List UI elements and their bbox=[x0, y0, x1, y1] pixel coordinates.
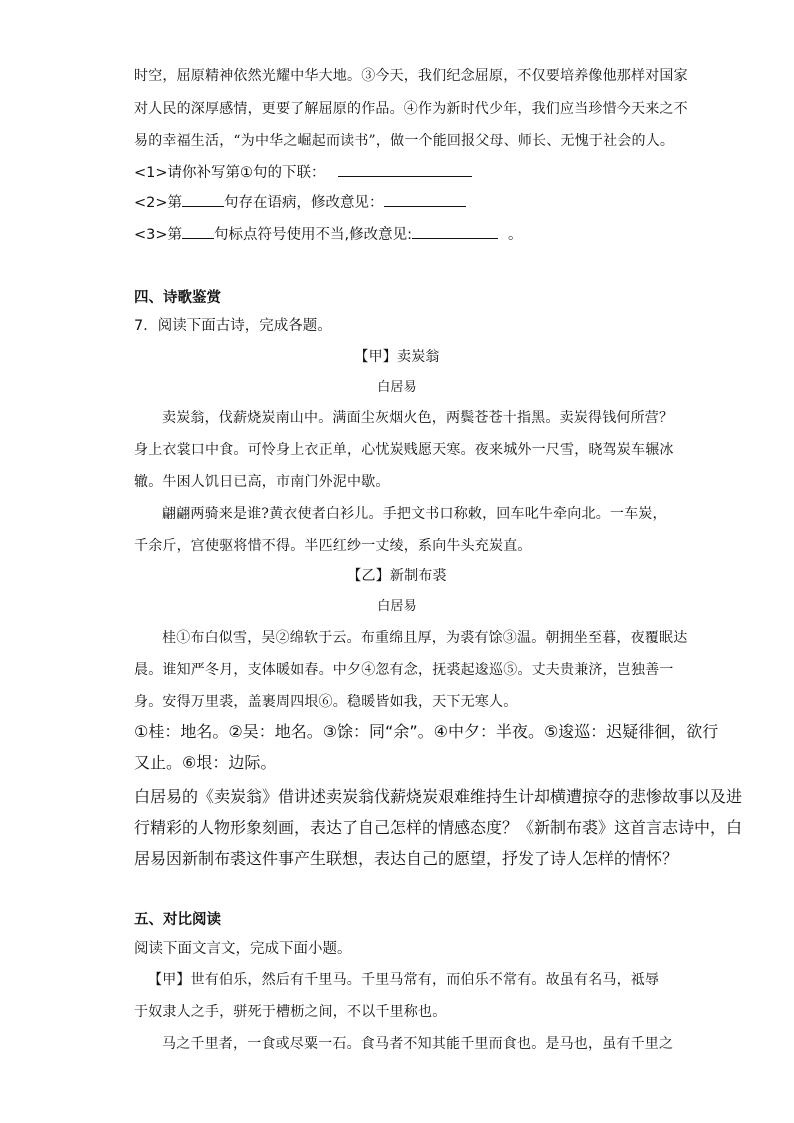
sub-question-1 bbox=[134, 162, 472, 183]
poem-line: 千余斤，宫使驱将惜不得。半匹红纱一丈绫，系向牛头充炭直。 bbox=[134, 538, 532, 554]
question-line: 居易因新制布裘这件事产生联想，表达自己的愿望，抒发了诗人怎样的情怀？ bbox=[134, 849, 679, 868]
annotation-line: 又止。⑥垠：边际。 bbox=[134, 753, 277, 772]
sub-question-3-end: 。 bbox=[508, 227, 523, 243]
poem-line: 辙。牛困人饥日已高，市南门外泥中歇。 bbox=[134, 474, 390, 490]
sub-question-3 bbox=[134, 224, 523, 245]
poem-line: 身上衣裳口中食。可怜身上衣正单，心忧炭贱愿天寒。夜来城外一尺雪，晓驾炭车辗冰 bbox=[134, 442, 674, 458]
sub-question-2 bbox=[134, 192, 466, 213]
section-heading: 五、对比阅读 bbox=[134, 912, 221, 928]
question-7: 7．阅读下面古诗，完成各题。 bbox=[134, 318, 332, 334]
paragraph-line: 对人民的深厚感情，更要了解屈原的作品。④作为新时代少年，我们应当珍惜今天来之不 bbox=[134, 101, 688, 117]
reading-intro: 阅读下面文言文，完成下面小题。 bbox=[134, 941, 352, 957]
poem-line: 桂①布白似雪，吴②绵软于云。布重绵且厚，为裘有馀③温。朝拥坐至暮，夜覆眠达 bbox=[162, 630, 688, 646]
poem-line: 卖炭翁，伐薪烧炭南山中。满面尘灰烟火色，两鬓苍苍十指黑。卖炭得钱何所营？ bbox=[162, 410, 674, 426]
answer-blank bbox=[338, 162, 472, 177]
poem-title: 【甲】卖炭翁 bbox=[354, 349, 440, 365]
poem-line: 晨。谁知严冬月，支体暖如春。中夕④忽有念，抚裘起逡巡⑤。丈夫贵兼济，岂独善一 bbox=[134, 662, 674, 678]
sub-question-3-prefix: <3>第 bbox=[134, 227, 183, 243]
question-line: 白居易的《卖炭翁》借讲述卖炭翁伐薪烧炭艰难维持生计却横遭掠夺的悲惨故事以及进 bbox=[134, 787, 743, 806]
answer-blank bbox=[182, 224, 214, 239]
poem-author: 白居易 bbox=[377, 380, 417, 395]
classical-text-line: 【甲】世有伯乐，然后有千里马。千里马常有，而伯乐不常有。故虽有名马，祗辱 bbox=[148, 972, 660, 988]
annotation-line: ①桂：地名。②吴：地名。③馀：同“余”。④中夕：半夜。⑤逡巡：迟疑徘徊，欲行 bbox=[134, 722, 719, 741]
poem-title: 【乙】新制布裘 bbox=[347, 568, 447, 584]
answer-blank bbox=[412, 224, 498, 239]
sub-question-3-text: 句标点符号使用不当,修改意见: bbox=[214, 227, 413, 243]
classical-text-line: 于奴隶人之手，骈死于槽枥之间，不以千里称也。 bbox=[134, 1004, 447, 1020]
paragraph-line: 易的幸福生活，“为中华之崛起而读书”，做一个能回报父母、师长、无愧于社会的人。 bbox=[134, 133, 675, 149]
sub-question-2-prefix: <2>第 bbox=[134, 195, 183, 211]
poem-line: 身。安得万里裘，盖裹周四垠⑥。稳暖皆如我，天下无寒人。 bbox=[134, 694, 518, 710]
sub-question-1-text: <1>请你补写第①句的下联： bbox=[134, 165, 326, 181]
answer-blank bbox=[182, 192, 224, 207]
poem-author: 白居易 bbox=[377, 599, 417, 614]
answer-blank bbox=[384, 192, 466, 207]
classical-text-line: 马之千里者，一食或尽粟一石。食马者不知其能千里而食也。是马也，虽有千里之 bbox=[162, 1036, 674, 1052]
question-line: 行精彩的人物形象刻画，表达了自己怎样的情感态度？《新制布裘》这首言志诗中，白 bbox=[134, 818, 743, 837]
poem-line: 翩翩两骑来是谁?黄衣使者白衫儿。手把文书口称敕，回车叱牛牵向北。一车炭， bbox=[162, 506, 667, 522]
paragraph-line: 时空，屈原精神依然光耀中华大地。③今天，我们纪念屈原，不仅要培养像他那样对国家 bbox=[134, 68, 688, 84]
section-heading: 四、诗歌鉴赏 bbox=[134, 290, 221, 306]
sub-question-2-text: 句存在语病，修改意见： bbox=[224, 195, 384, 211]
